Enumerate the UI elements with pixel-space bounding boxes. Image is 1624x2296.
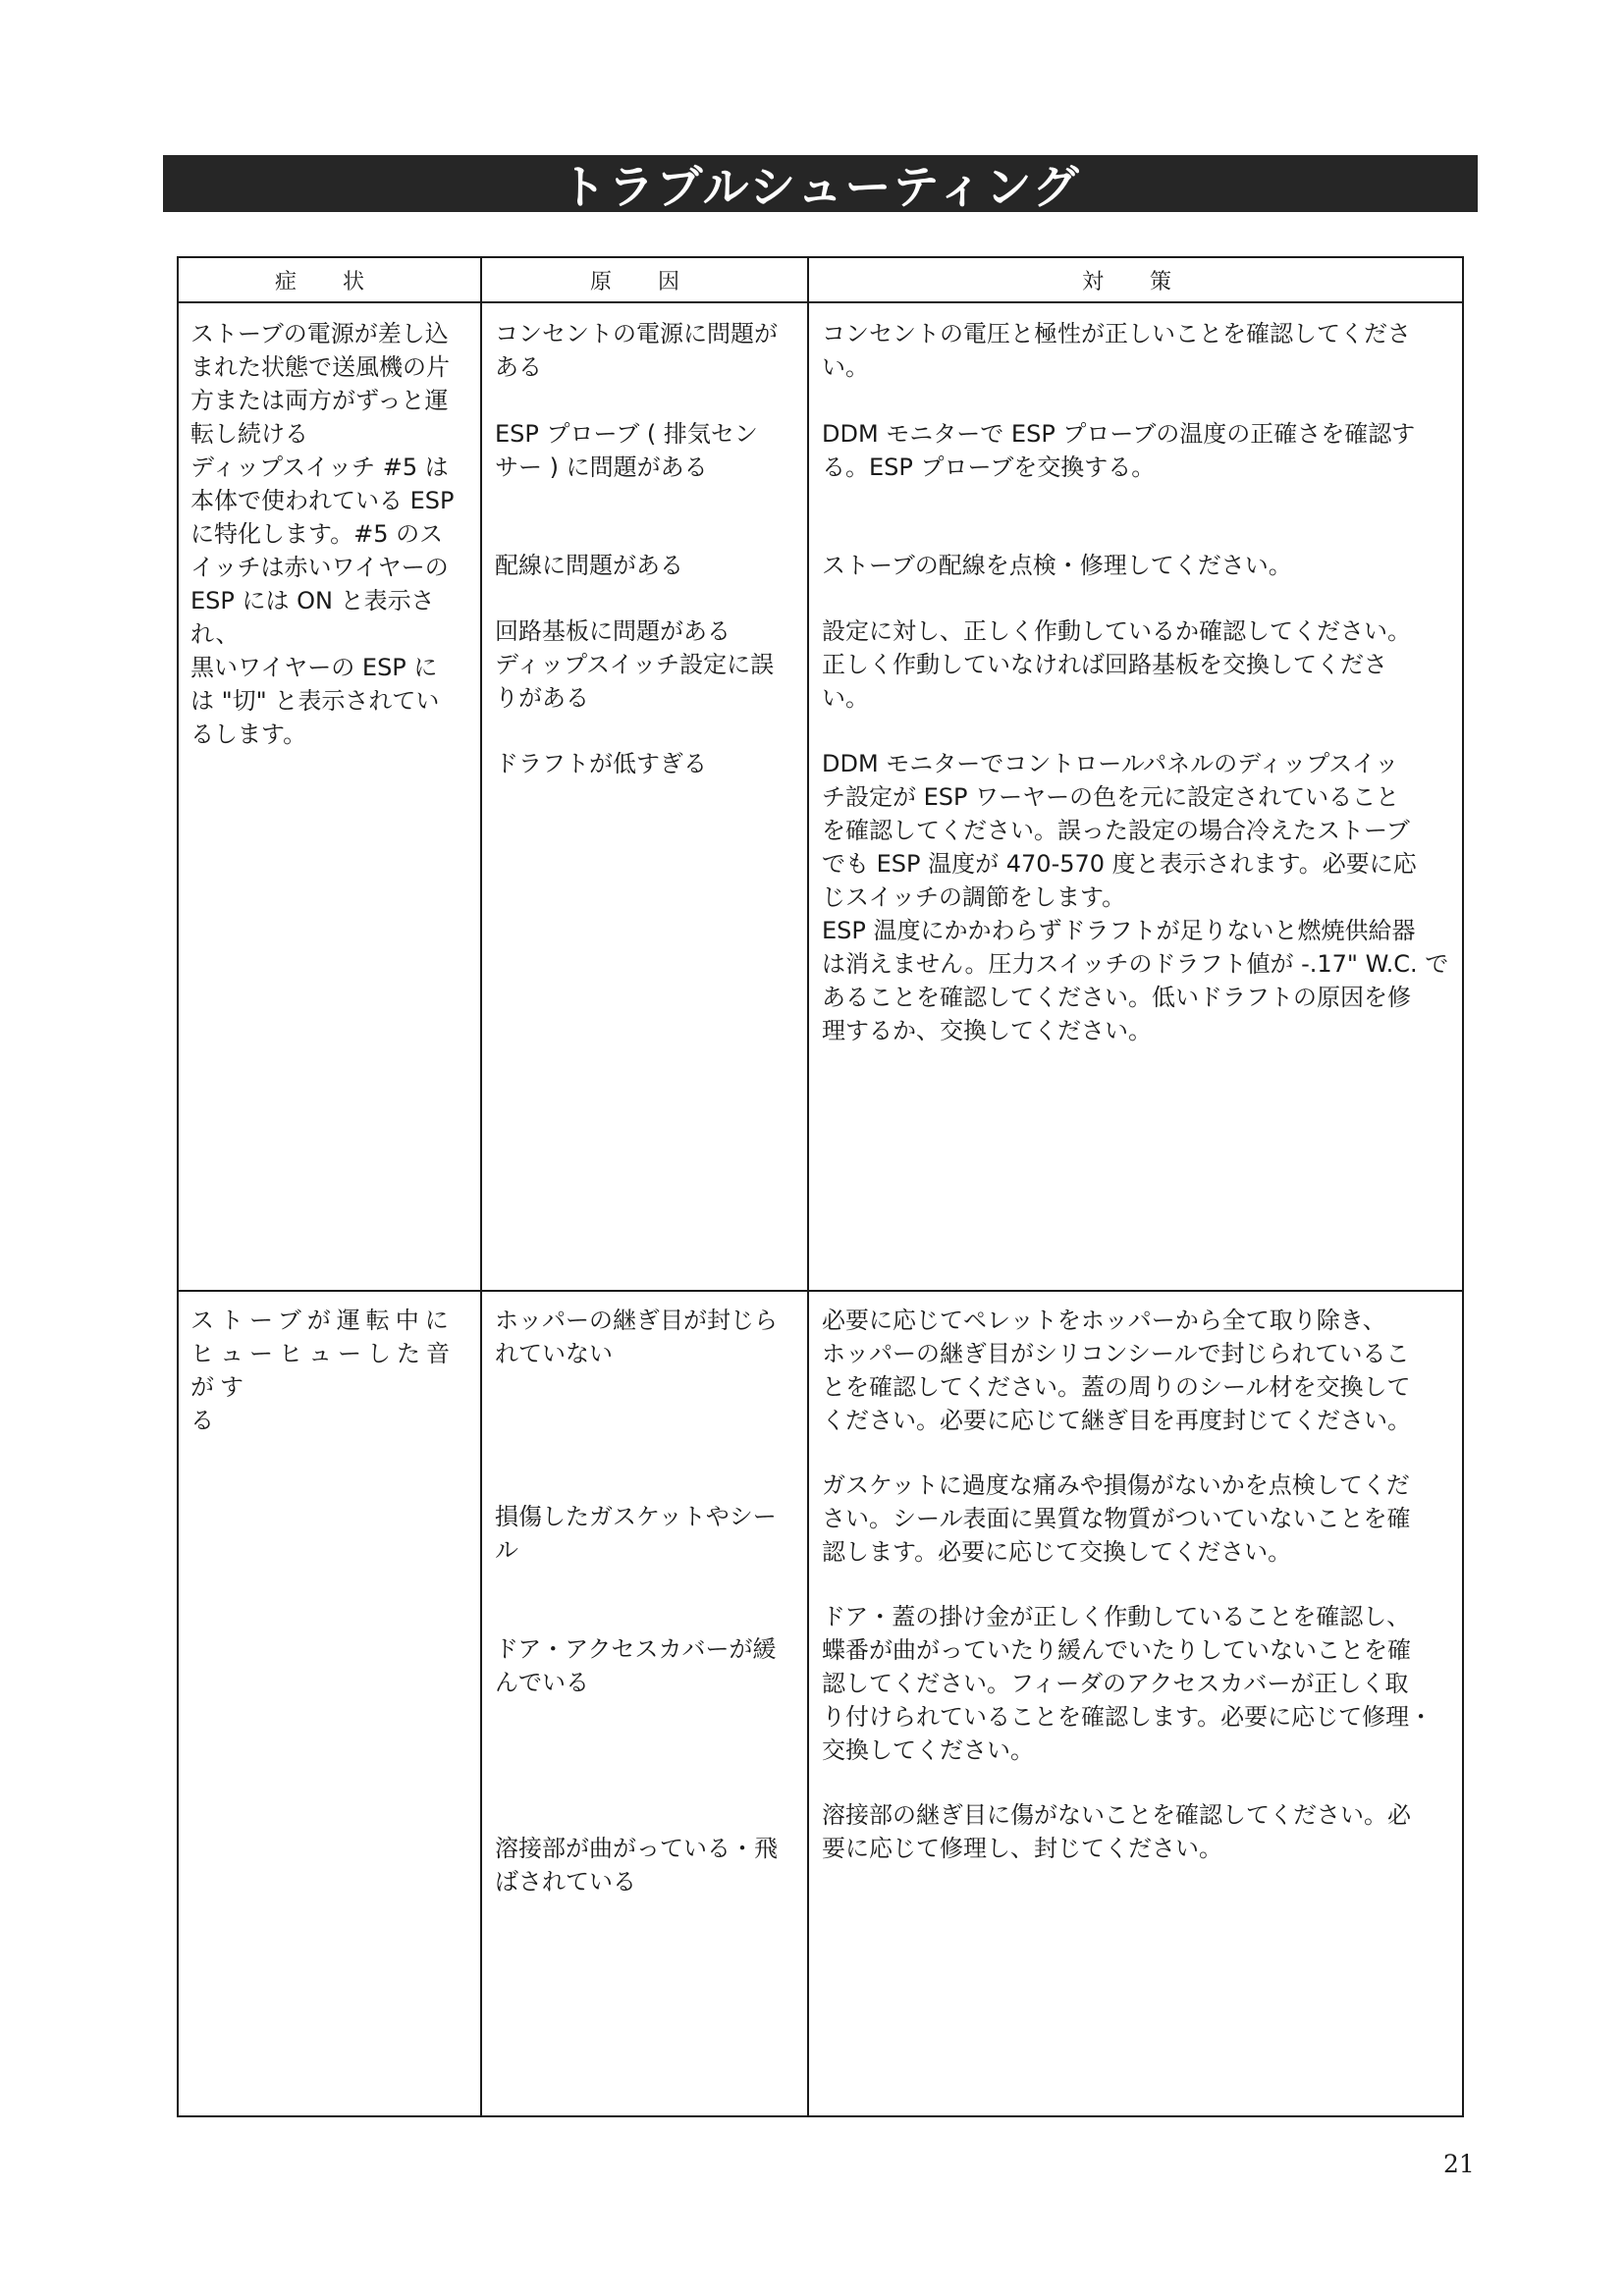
row1-cause-1: コンセントの電源に問題が ある [495, 320, 778, 381]
row1-cause-2: ESP プローブ ( 排気セン サー ) に問題がある [495, 420, 758, 481]
column-divider [807, 258, 809, 2115]
header-symptom: 症 状 [275, 269, 384, 294]
row2-remedy-4: 溶接部の継ぎ目に傷がないことを確認してください。必 要に応じて修理し、封じてください。 [822, 1801, 1411, 1862]
row1-remedy-2: DDM モニターで ESP プローブの温度の正確さを確認す る。ESP プローブを交換する。 [822, 420, 1416, 481]
row1-symptom: ストーブの電源が差し込 まれた状態で送風機の片 方または両方がずっと運 転し続ける ディップスイッチ #5 は 本体で使われている ESP に特化します。#5 のス イッチは赤いワイヤーの ESP には ON と表示され、 黒いワイヤーの ESP に は "切" と表示されてい るします。 [190, 320, 455, 748]
row2-cause-3: ドア・アクセスカバーが緩 んでいる [495, 1635, 777, 1696]
row2-cause-2: 損傷したガスケットやシー ル [495, 1503, 777, 1564]
header-divider [179, 301, 1462, 303]
header-cause: 原 因 [590, 269, 699, 294]
row1-cause-3: 配線に問題がある [495, 552, 683, 579]
row1-cause-5: ドラフトが低すぎる [495, 750, 707, 777]
row1-remedy-1: コンセントの電圧と極性が正しいことを確認してくださ い。 [822, 320, 1411, 381]
row-divider [179, 1290, 1462, 1292]
row2-remedy-3: ドア・蓋の掛け金が正しく作動していることを確認し、 蝶番が曲がっていたり緩んでいたりしていないことを確 認してください。フィーダのアクセスカバーが正しく取 り付けられていることを確認します。必要に応じて修理・ 交換してください。 [822, 1603, 1434, 1764]
row1-remedy-5: DDM モニターでコントロールパネルのディップスイッ チ設定が ESP ワーヤーの色を元に設定されていること を確認してください。誤った設定の場合冷えたストーブ でも ESP 温度が 470-570 度と表示されます。必要に応 じスイッチの調節をします。 ESP 温度にかかわらずドラフトが足りないと燃焼供給器 は消えません。圧力スイッチのドラフト値が -.17" W.C. で あることを確認してください。低いドラフトの原因を修 理するか、交換してください。 [822, 750, 1449, 1044]
column-divider [480, 258, 482, 2115]
row2-cause-1: ホッパーの継ぎ目が封じら れていない [495, 1307, 778, 1367]
page-number: 21 [1443, 2150, 1475, 2178]
row2-remedy-1: 必要に応じてペレットをホッパーから全て取り除き、 ホッパーの継ぎ目がシリコンシールで封じられているこ とを確認してください。蓋の周りのシール材を交換して ください。必要に応じて継ぎ目を再度封じてください。 [822, 1307, 1411, 1434]
row1-remedy-4: 設定に対し、正しく作動しているか確認してください。 正しく作動していなければ回路基板を交換してくださ い。 [822, 617, 1411, 712]
header-remedy: 対 策 [1082, 269, 1191, 294]
page-title: トラブルシューティング [560, 160, 1081, 215]
row2-cause-4: 溶接部が曲がっている・飛 ばされている [495, 1835, 778, 1896]
row1-remedy-3: ストーブの配線を点検・修理してください。 [822, 552, 1292, 579]
row2-remedy-2: ガスケットに過度な痛みや損傷がないかを点検してくだ さい。シール表面に異質な物質がついていないことを確 認します。必要に応じて交換してください。 [822, 1471, 1411, 1566]
troubleshooting-table [177, 256, 1464, 2117]
row2-symptom: ストーブが運転中に ヒューヒューした音がす る [190, 1307, 456, 1434]
title-banner [163, 155, 1478, 215]
row1-cause-4: 回路基板に問題がある ディップスイッチ設定に誤 りがある [495, 617, 775, 712]
